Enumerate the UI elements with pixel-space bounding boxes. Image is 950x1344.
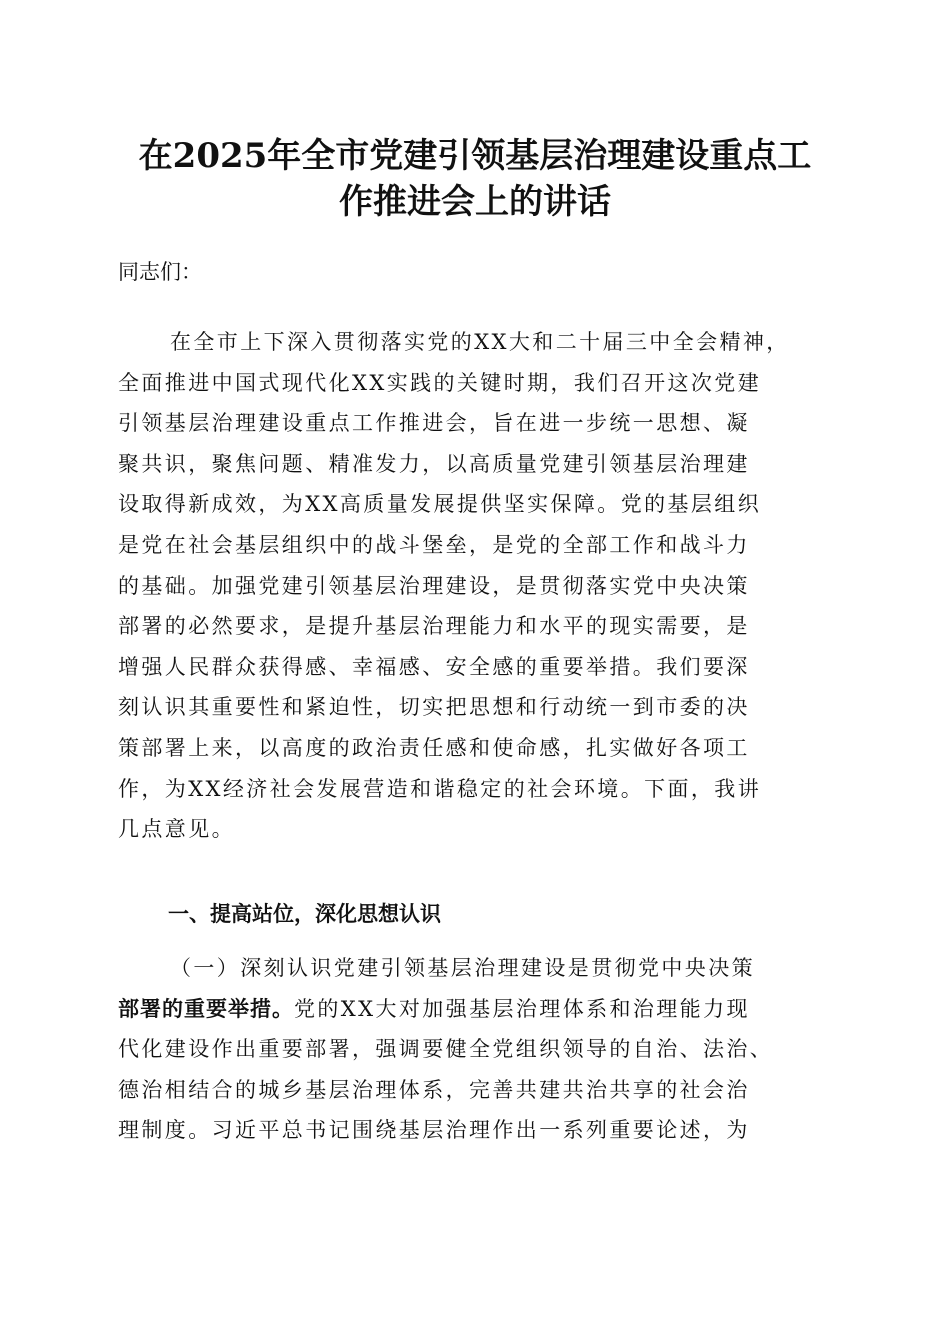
paragraph-lead-bold: 部署的重要举措。 [118, 996, 294, 1021]
paragraph-line: 策部署上来，以高度的政治责任感和使命感，扎实做好各项工 [118, 735, 750, 760]
paragraph-line: 部署的必然要求，是提升基层治理能力和水平的现实需要，是 [118, 614, 750, 639]
paragraph-line: 聚共识，聚焦问题、精准发力，以高质量党建引领基层治理建 [118, 451, 750, 476]
paragraph-line: 代化建设作出重要部署，强调要健全党组织领导的自治、法治、 [118, 1037, 774, 1062]
paragraph-line: 几点意见。 [118, 817, 235, 842]
paragraph-line: 设取得新成效，为XX高质量发展提供坚实保障。党的基层组织 [118, 492, 762, 517]
paragraph-2 [118, 948, 838, 1151]
paragraph-line: 在全市上下深入贯彻落实党的XX大和二十届三中全会精神， [170, 330, 790, 354]
salutation: 同志们： [118, 260, 202, 284]
paragraph-line: 德治相结合的城乡基层治理体系，完善共建共治共享的社会治 [118, 1077, 750, 1102]
paragraph-1 [118, 322, 838, 850]
paragraph-line: 引领基层治理建设重点工作推进会，旨在进一步统一思想、凝 [118, 411, 750, 436]
paragraph-line: 理制度。习近平总书记围绕基层治理作出一系列重要论述，为 [118, 1118, 750, 1143]
title-line-1: 在2025年全市党建引领基层治理建设重点工 [138, 136, 812, 176]
paragraph-line: 作，为XX经济社会发展营造和谐稳定的社会环境。下面，我讲 [118, 776, 762, 801]
section-heading-1: 一、提高站位，深化思想认识 [168, 902, 441, 926]
title-line-2: 作推进会上的讲话 [339, 182, 611, 222]
paragraph-line: 刻认识其重要性和紧迫性，切实把思想和行动统一到市委的决 [118, 695, 750, 720]
paragraph-line: 是党在社会基层组织中的战斗堡垒，是党的全部工作和战斗力 [118, 532, 750, 557]
paragraph-line: 全面推进中国式现代化XX实践的关键时期，我们召开这次党建 [118, 370, 762, 395]
paragraph-line: 增强人民群众获得感、幸福感、安全感的重要举措。我们要深 [118, 654, 750, 679]
document-title [110, 133, 840, 225]
paragraph-line: 的基础。加强党建引领基层治理建设，是贯彻落实党中央决策 [118, 573, 750, 598]
paragraph-lead-line: （一）深刻认识党建引领基层治理建设是贯彻党中央决策 [170, 956, 755, 980]
paragraph-line [118, 989, 838, 1030]
paragraph-line-rest: 党的XX大对加强基层治理体系和治理能力现 [294, 996, 750, 1021]
